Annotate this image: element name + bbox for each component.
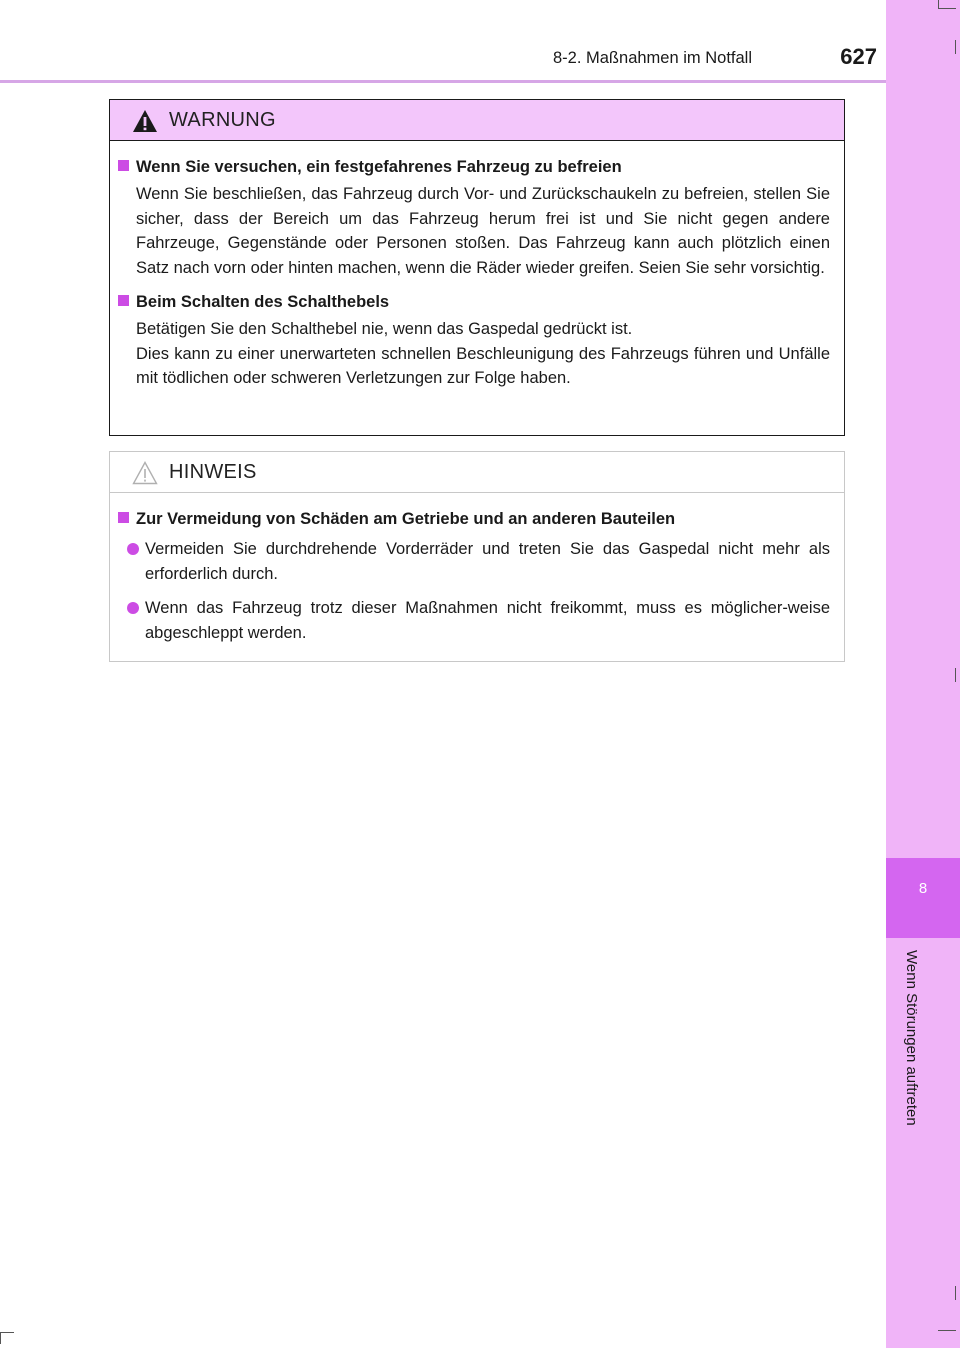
warning-triangle-icon: [132, 109, 158, 133]
warning-item-heading: Beim Schalten des Schalthebels: [136, 293, 390, 311]
notice-bullet: [118, 537, 830, 587]
crop-mark: [0, 1332, 14, 1333]
warning-title: WARNUNG: [169, 109, 276, 131]
warning-item: [118, 155, 830, 280]
page-number: 627: [840, 44, 877, 69]
notice-header: [110, 452, 844, 493]
section-title: 8-2. Maßnahmen im Notfall: [553, 49, 752, 67]
warning-item-heading: Wenn Sie versuchen, ein festgefahrenes Fahrzeug zu befreien: [136, 158, 622, 176]
crop-mark: [938, 1330, 956, 1331]
crop-mark: [0, 1332, 1, 1344]
notice-item: [118, 507, 830, 531]
crop-mark: [938, 0, 939, 8]
notice-bullet-text: Wenn das Fahrzeug trotz dieser Maßnahmen nicht freikommt, muss es möglicher-weise abgeschleppt werden.: [145, 599, 830, 642]
warning-header: [110, 100, 844, 141]
square-bullet-icon: [118, 160, 129, 171]
notice-title: HINWEIS: [169, 461, 257, 483]
crop-mark: [955, 40, 956, 54]
round-bullet-icon: [127, 543, 139, 555]
chapter-title: Wenn Störungen auftreten: [903, 950, 920, 1126]
crop-mark: [938, 8, 956, 9]
caution-triangle-outline-icon: [132, 461, 158, 485]
notice-bullet-text: Vermeiden Sie durchdrehende Vorderräder und treten Sie das Gaspedal nicht mehr als erforderlich durch.: [145, 540, 830, 583]
header-divider: [0, 80, 886, 83]
warning-item-text: Betätigen Sie den Schalthebel nie, wenn das Gaspedal gedrückt ist.: [136, 320, 633, 338]
crop-mark: [955, 668, 956, 682]
warning-content: [110, 141, 844, 391]
square-bullet-icon: [118, 295, 129, 306]
chapter-number: 8: [918, 880, 928, 897]
warning-item-text: Wenn Sie beschließen, das Fahrzeug durch Vor- und Zurückschaukeln zu befreien, stellen Sie sicher, dass der Bereich um das Fahrzeug herum frei ist und Sie nicht gegen andere Fahrzeuge, Gegenstände oder Personen stoßen. Das Fahrzeug kann auch plötzlich einen Satz nach vorn oder hinten machen, wenn die Räder wieder greifen. Seien Sie sehr vorsichtig.: [136, 185, 830, 277]
crop-mark: [955, 1286, 956, 1300]
notice-bullet: [118, 596, 830, 646]
chapter-number-box: [886, 858, 960, 938]
round-bullet-icon: [127, 602, 139, 614]
notice-item-heading: Zur Vermeidung von Schäden am Getriebe und an anderen Bauteilen: [136, 510, 676, 528]
warning-item: [118, 290, 830, 391]
warning-box: [109, 99, 845, 436]
square-bullet-icon: [118, 512, 129, 523]
warning-item-text: Dies kann zu einer unerwarteten schnellen Beschleunigung des Fahrzeugs führen und Unfälle mit tödlichen oder schweren Verletzungen zur Folge haben.: [136, 344, 830, 387]
notice-content: [110, 493, 844, 646]
notice-box: [109, 451, 845, 662]
